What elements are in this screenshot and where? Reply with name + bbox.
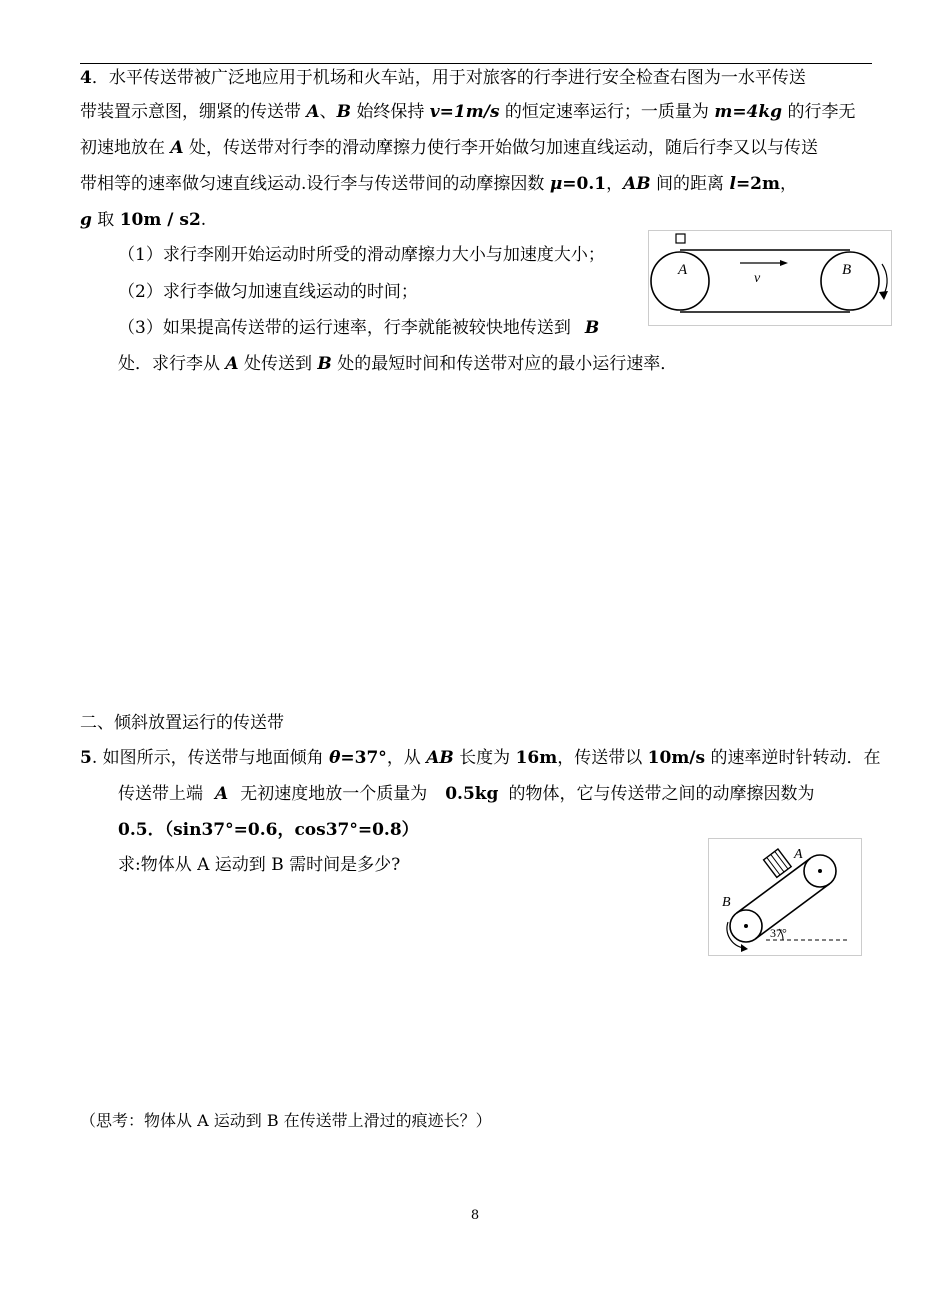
q4-line-4: 带相等的速率做匀速直线运动.设行李与传送带间的动摩擦因数 μ=0.1，AB 间的距离 l=2m，: [80, 174, 797, 194]
q4-sub-3-cont: 处．求行李从 A 处传送到 B 处的最短时间和传送带对应的最小运行速率．: [118, 354, 678, 374]
q5-line-3: 0.5．（sin37°=0.6，cos37°=0.8）: [118, 820, 419, 840]
q4-sub-1: （1）求行李刚开始运动时所受的滑动摩擦力大小与加速度大小；: [118, 245, 605, 265]
rotation-arrow: [882, 264, 887, 294]
header-rule: [80, 63, 872, 64]
section-2-heading: 二、倾斜放置运行的传送带: [80, 713, 284, 733]
q5-line-4: 求:物体从 A 运动到 B 需时间是多少?: [118, 855, 401, 875]
q5-line-1: 5. 如图所示，传送带与地面倾角 θ=37°，从 AB 长度为 16m，传送带以 10m/s 的速率逆时针转动．在: [80, 748, 881, 768]
inclined-conveyor-figure: [708, 838, 862, 956]
label-b: B: [722, 895, 731, 910]
q4-line-3: 初速地放在 A 处，传送带对行李的滑动摩擦力使行李开始做匀加速直线运动，随后行李又以与传送: [80, 138, 819, 158]
block-object: [764, 849, 792, 877]
think-question: （思考：物体从 A 运动到 B 在传送带上滑过的痕迹长？）: [80, 1111, 492, 1130]
q4-sub-2: （2）求行李做匀加速直线运动的时间；: [118, 282, 418, 302]
angle-label: 37°: [770, 926, 787, 940]
luggage-box: [676, 234, 685, 243]
label-b: B: [842, 262, 852, 278]
label-a: A: [794, 847, 803, 862]
q4-line-2: 带装置示意图，绷紧的传送带 A、B 始终保持 v=1m/s 的恒定速率运行；一质量为 m=4kg 的行李无: [80, 102, 856, 122]
q5-line-2: 传送带上端 A 无初速度地放一个质量为 0.5kg 的物体，它与传送带之间的动摩擦因数为: [118, 784, 815, 804]
q4-line-5: g 取 10m / s2.: [80, 210, 207, 230]
label-a: A: [678, 262, 688, 278]
label-v: v: [754, 271, 761, 286]
page-number: 8: [470, 1208, 480, 1223]
belt-bottom: [756, 884, 830, 939]
q4-line-1: 4．水平传送带被广泛地应用于机场和火车站，用于对旅客的行李进行安全检查右图为一水平传送: [80, 68, 806, 88]
horizontal-conveyor-figure: [648, 230, 892, 326]
q4-sub-3: （3）如果提高传送带的运行速率，行李就能被较快地传送到 B: [118, 318, 600, 338]
pulley-b: [821, 252, 879, 310]
pulley-a: [651, 252, 709, 310]
